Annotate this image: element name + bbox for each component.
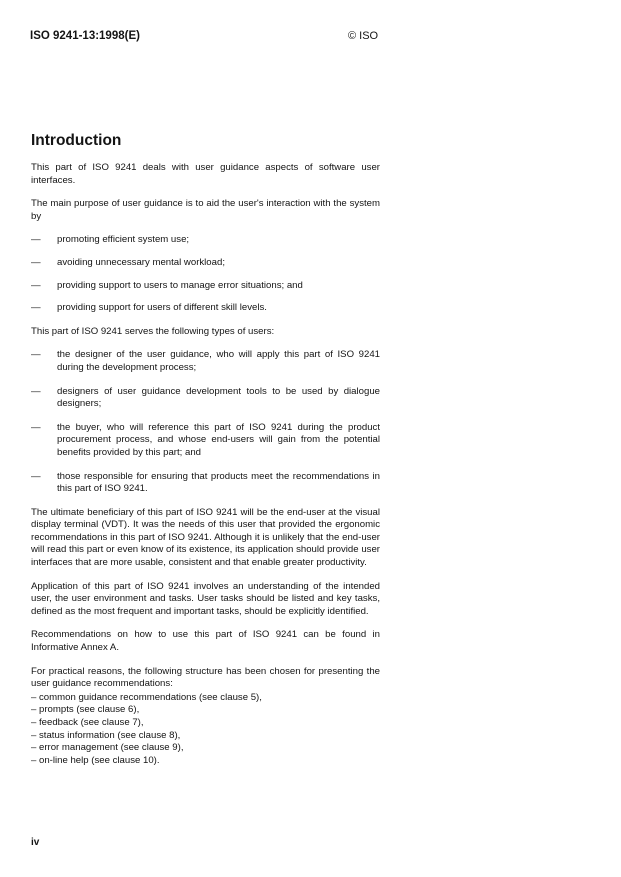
dash: — <box>31 349 41 361</box>
list-item: – status information (see clause 8), <box>31 729 181 741</box>
list-item: — the designer of the user guidance, who will apply this part of ISO 9241 during the development process; <box>31 349 380 373</box>
paragraph-scope: This part of ISO 9241 deals with user guidance aspects of software user interfaces. <box>31 162 380 186</box>
structure-list <box>31 692 380 768</box>
paragraph-recommendations: Recommendations on how to use this part of ISO 9241 can be found in Informative Annex A. <box>31 629 380 654</box>
list-item: – error management (see clause 9), <box>31 742 184 754</box>
paragraph-structure: For practical reasons, the following structure has been chosen for presenting the user guidance recommendations: <box>31 665 380 690</box>
header-standard-id: ISO 9241-13:1998(E) <box>30 30 140 42</box>
section-title: Introduction <box>31 132 122 149</box>
paragraph-purpose: The main purpose of user guidance is to aid the user's interaction with the system by <box>31 198 380 222</box>
paragraph-application: Application of this part of ISO 9241 involves an understanding of the intended user, the user environment and tasks. User tasks should be listed and key tasks, defined as the most frequent and important tasks, should be explicitly identified. <box>31 580 380 617</box>
dash: — <box>31 421 41 433</box>
dash: — <box>31 385 41 397</box>
document-body <box>31 132 380 767</box>
page-number: iv <box>31 837 40 848</box>
dash: — <box>31 302 41 314</box>
list-item: – prompts (see clause 6), <box>31 704 140 716</box>
list-item: — avoiding unnecessary mental workload; <box>31 256 225 268</box>
list-item: — providing support for users of different skill levels. <box>31 302 267 314</box>
dash: — <box>31 256 41 268</box>
user-types-list <box>31 349 380 495</box>
list-item: – common guidance recommendations (see clause 5), <box>31 691 262 703</box>
list-item: — the buyer, who will reference this part of ISO 9241 during the product procurement process, and whose end-users will gain from the potential benefits provided by this part; and <box>31 421 380 458</box>
paragraph-beneficiary: The ultimate beneficiary of this part of ISO 9241 will be the end-user at the visual display terminal (VDT). It was the needs of this user that provided the ergonomic recommendations in this part of ISO 9241. Although it is unlikely that the end-user will read this part or even know of its existence, its application should provide user interfaces that are more usable, consistent and that enable greater productivity. <box>31 506 380 569</box>
dash: — <box>31 279 41 291</box>
paragraph-user-types: This part of ISO 9241 serves the following types of users: <box>31 325 275 337</box>
list-item: – on-line help (see clause 10). <box>31 754 160 766</box>
purpose-list <box>31 234 380 314</box>
list-item: – feedback (see clause 7), <box>31 717 144 728</box>
dash: — <box>31 470 41 482</box>
list-item: — designers of user guidance development tools to be used by dialogue designers; <box>31 385 380 410</box>
list-item: — those responsible for ensuring that products meet the recommendations in this part of ISO 9241. <box>31 470 380 495</box>
header-copyright: © ISO <box>348 30 379 42</box>
list-item: — promoting efficient system use; <box>31 234 190 246</box>
list-item: — providing support to users to manage error situations; and <box>31 279 303 291</box>
dash: — <box>31 234 41 246</box>
